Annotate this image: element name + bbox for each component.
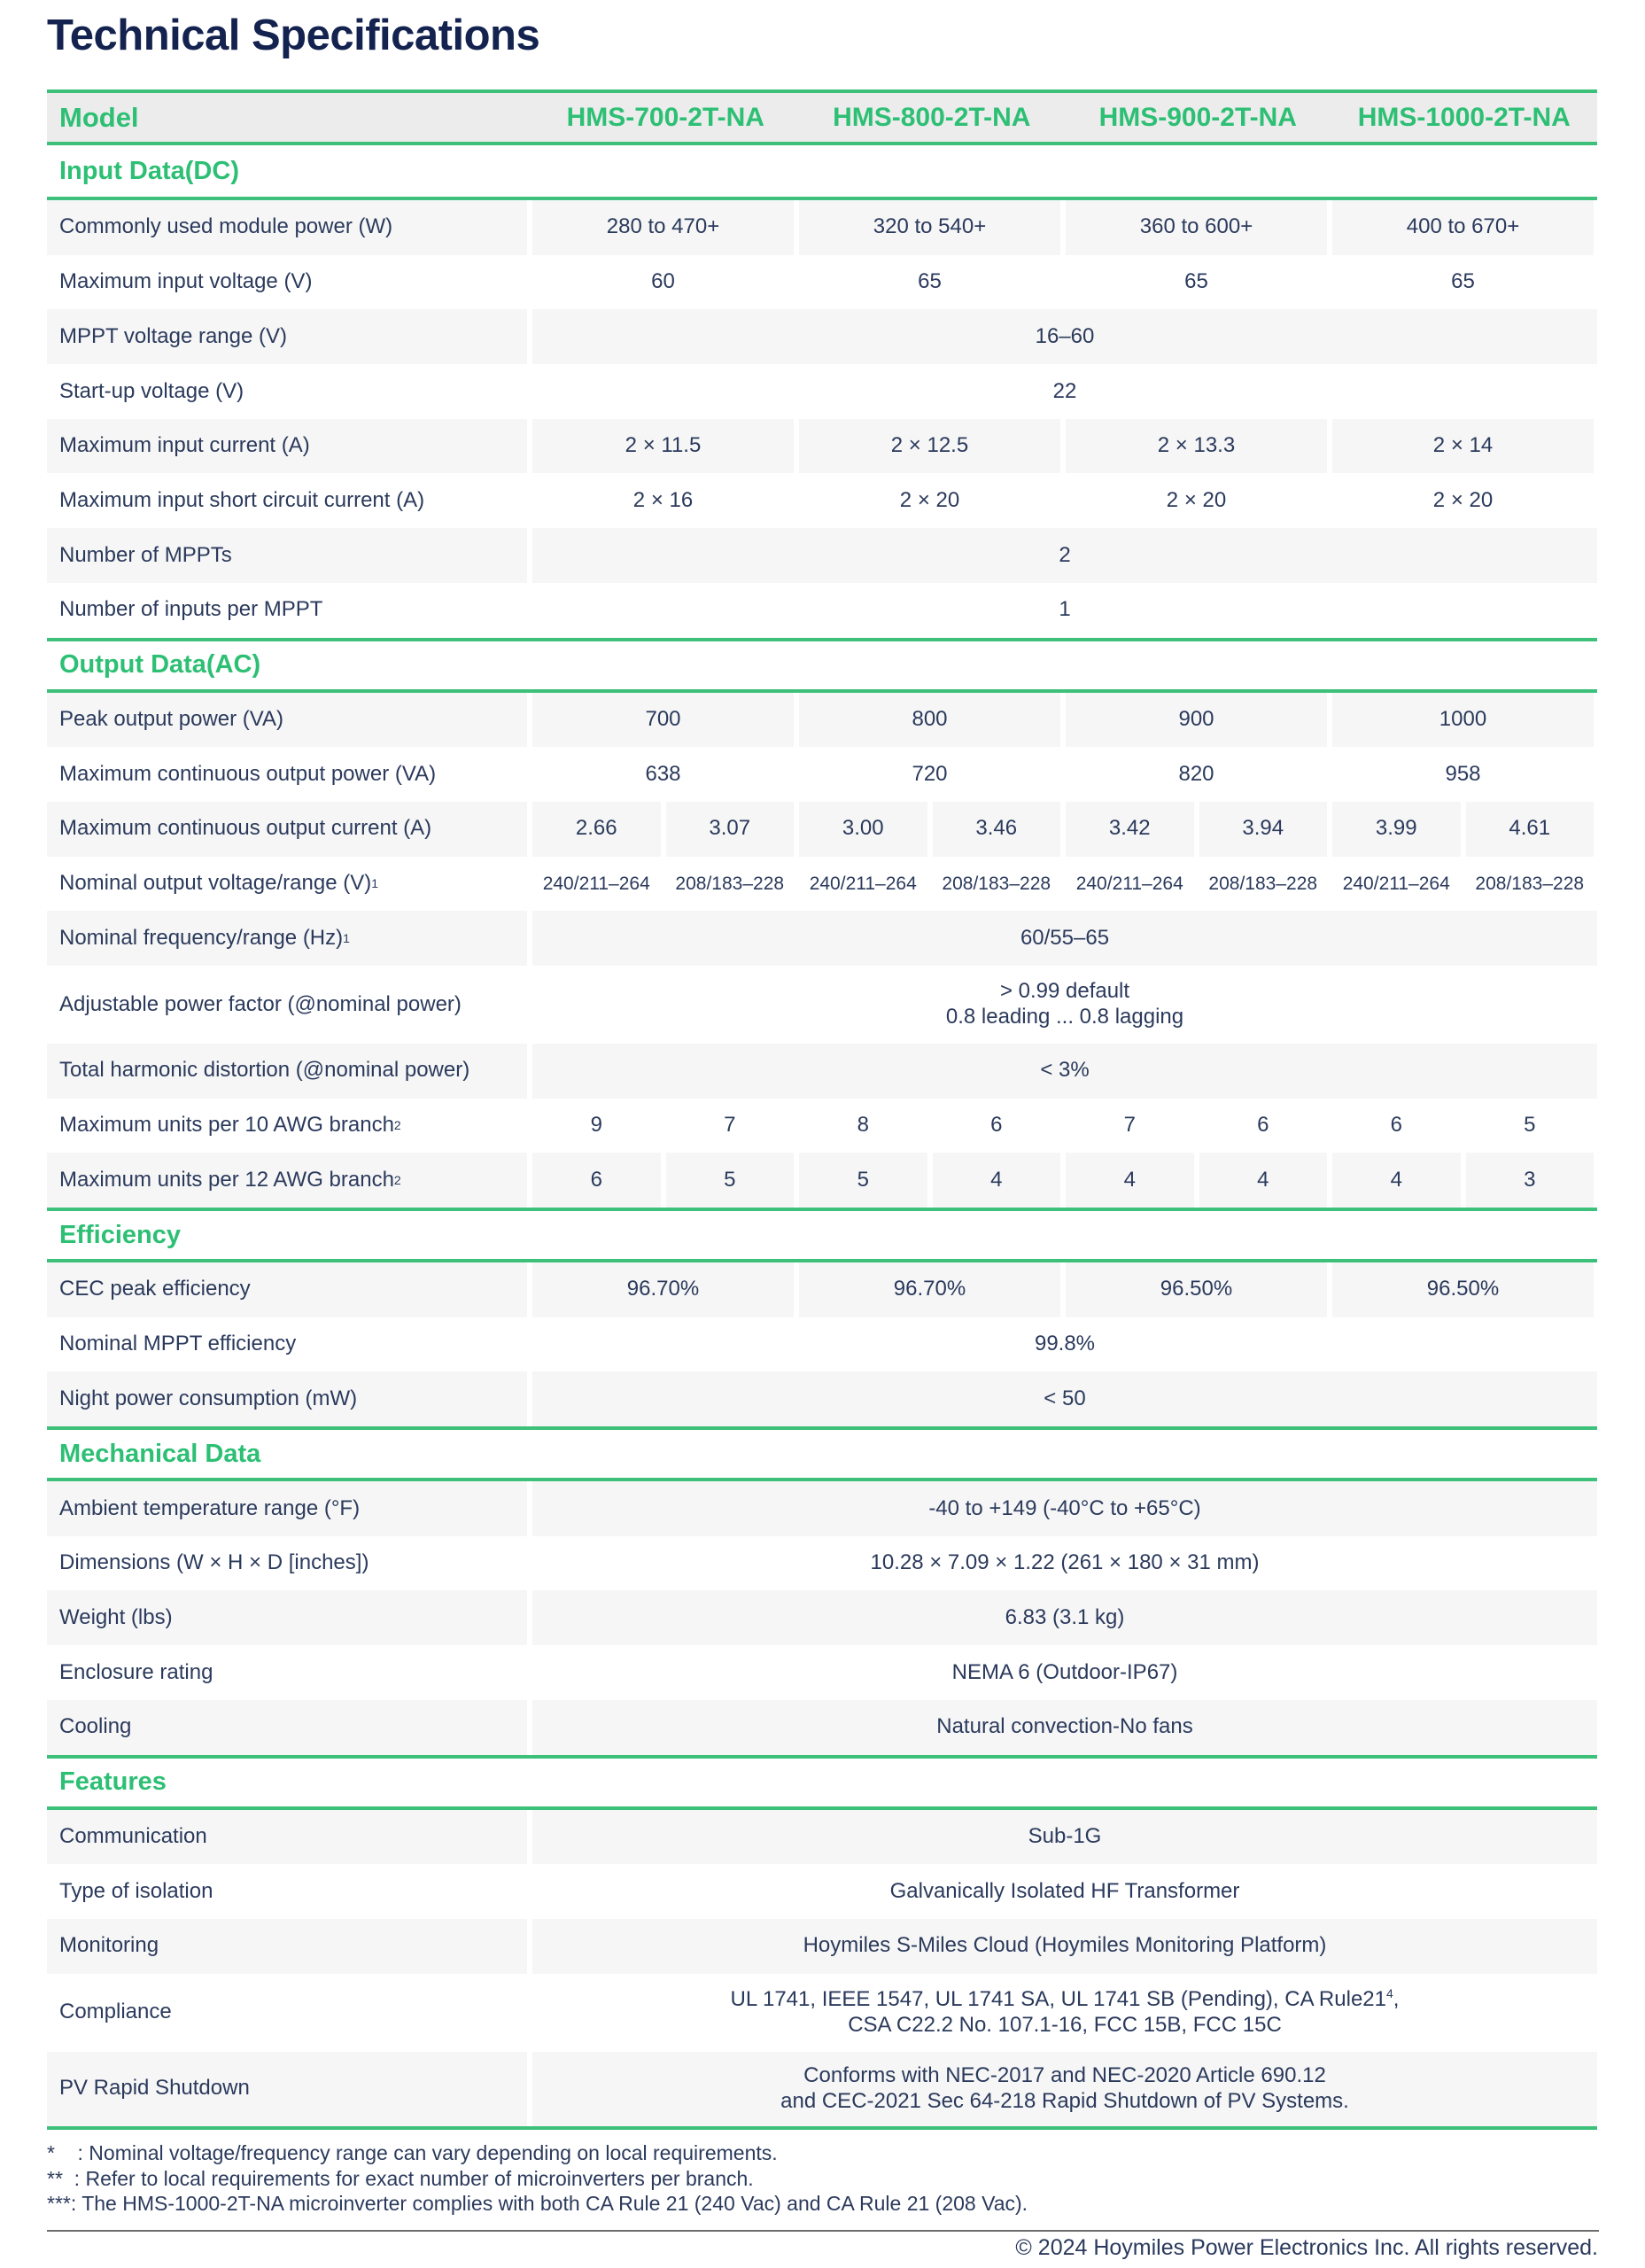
row-value: 240/211–264 (799, 857, 927, 912)
row-label: Maximum units per 12 AWG branch 2 (47, 1153, 527, 1208)
table-row (47, 693, 1597, 748)
row-value: 240/211–264 (532, 857, 661, 912)
model-header-row (47, 89, 1597, 145)
row-value: 3.46 (933, 802, 1061, 857)
row-value: 2 × 11.5 (532, 419, 794, 474)
row-value-line: Conforms with NEC-2017 and NEC-2020 Article 690.12 (803, 2062, 1326, 2087)
row-label-text: Nominal frequency/range (Hz) (59, 925, 344, 950)
row-value: 400 to 670+ (1332, 200, 1594, 255)
table-row (47, 2052, 1597, 2130)
row-value: 958 (1332, 747, 1594, 802)
table-row (47, 419, 1597, 474)
row-value: 208/183–228 (666, 857, 795, 912)
spec-table (47, 89, 1597, 2130)
row-value: 60/55–65 (532, 911, 1597, 966)
row-label: Weight (lbs) (47, 1590, 527, 1645)
row-value: 4.61 (1466, 802, 1595, 857)
row-value: 2 × 12.5 (799, 419, 1060, 474)
row-value-line: and CEC-2021 Sec 64-218 Rapid Shutdown of PV Systems. (780, 2088, 1349, 2113)
row-label: Nominal frequency/range (Hz) 1 (47, 911, 527, 966)
row-value: 638 (532, 747, 794, 802)
row-value: 3.99 (1332, 802, 1461, 857)
page-title: Technical Specifications (47, 12, 540, 59)
row-value: 240/211–264 (1066, 857, 1194, 912)
row-label: Monitoring (47, 1919, 527, 1974)
row-label: Compliance (47, 1974, 527, 2052)
row-value: Galvanically Isolated HF Transformer (532, 1864, 1597, 1919)
row-label: Communication (47, 1810, 527, 1865)
row-label: Commonly used module power (W) (47, 200, 527, 255)
footnote: * : Nominal voltage/frequency range can vary depending on local requirements. (47, 2141, 778, 2164)
row-value: -40 to +149 (-40°C to +65°C) (532, 1481, 1597, 1536)
row-value: 280 to 470+ (532, 200, 794, 255)
row-value: 8 (799, 1099, 927, 1153)
row-label: Number of inputs per MPPT (47, 583, 527, 638)
row-value: 1000 (1332, 693, 1594, 748)
table-row (47, 1864, 1597, 1919)
row-label: Night power consumption (mW) (47, 1371, 527, 1426)
row-label: Adjustable power factor (@nominal power) (47, 966, 527, 1044)
row-value: 6 (532, 1153, 661, 1208)
row-value: 6 (1332, 1099, 1461, 1153)
row-value: 96.70% (532, 1262, 794, 1317)
row-value: 700 (532, 693, 794, 748)
row-value: 7 (1066, 1099, 1194, 1153)
row-value: 4 (1199, 1153, 1328, 1208)
table-row (47, 1590, 1597, 1645)
row-value: 2 × 20 (799, 473, 1060, 528)
row-value: 96.50% (1332, 1262, 1594, 1317)
row-value: 4 (933, 1153, 1061, 1208)
table-row (47, 1536, 1597, 1591)
row-value: 4 (1332, 1153, 1461, 1208)
row-value: 4 (1066, 1153, 1194, 1208)
row-label: Maximum input short circuit current (A) (47, 473, 527, 528)
section-title-mechanical: Mechanical Data (47, 1426, 1597, 1481)
table-row (47, 255, 1597, 310)
row-label: Nominal MPPT efficiency (47, 1317, 527, 1372)
model-column-800: HMS-800-2T-NA (833, 102, 1031, 132)
row-value: 208/183–228 (1199, 857, 1328, 912)
row-label: Number of MPPTs (47, 528, 527, 583)
row-value: 3.42 (1066, 802, 1194, 857)
row-value (532, 2052, 1597, 2126)
footer-divider (47, 2230, 1599, 2232)
table-row (47, 1700, 1597, 1755)
row-value: 3.07 (666, 802, 795, 857)
row-value-line: CSA C22.2 No. 107.1-16, FCC 15B, FCC 15C (848, 2012, 1282, 2037)
table-row (47, 1481, 1597, 1536)
row-value: 6 (1199, 1099, 1328, 1153)
row-value: 10.28 × 7.09 × 1.22 (261 × 180 × 31 mm) (532, 1536, 1597, 1591)
row-value: 60 (532, 255, 794, 310)
row-label: PV Rapid Shutdown (47, 2052, 527, 2126)
row-label: Start-up voltage (V) (47, 364, 527, 419)
row-value: Sub-1G (532, 1810, 1597, 1865)
table-row (47, 857, 1597, 912)
row-value: 240/211–264 (1332, 857, 1461, 912)
row-value: 65 (799, 255, 1060, 310)
table-row (47, 1262, 1597, 1317)
table-row (47, 911, 1597, 966)
section-title-input: Input Data(DC) (47, 145, 1597, 200)
model-column-900: HMS-900-2T-NA (1098, 102, 1297, 132)
row-value-line: 0.8 leading ... 0.8 lagging (945, 1004, 1184, 1029)
row-label: Ambient temperature range (°F) (47, 1481, 527, 1536)
row-value: 6.83 (3.1 kg) (532, 1590, 1597, 1645)
table-row (47, 364, 1597, 419)
row-value: 2 × 14 (1332, 419, 1594, 474)
row-value: 99.8% (532, 1317, 1597, 1372)
row-label: Total harmonic distortion (@nominal power) (47, 1044, 527, 1099)
row-value: NEMA 6 (Outdoor-IP67) (532, 1645, 1597, 1700)
model-label: Model (59, 101, 139, 133)
table-row (47, 1645, 1597, 1700)
row-value: 360 to 600+ (1066, 200, 1327, 255)
row-label: Enclosure rating (47, 1645, 527, 1700)
row-value: 2 × 13.3 (1066, 419, 1327, 474)
row-value: 7 (666, 1099, 795, 1153)
row-value: 5 (1466, 1099, 1595, 1153)
table-row (47, 747, 1597, 802)
row-value: 3.94 (1199, 802, 1328, 857)
row-value-line: > 0.99 default (999, 979, 1130, 1004)
row-value: 96.50% (1066, 1262, 1327, 1317)
section-title-features: Features (47, 1755, 1597, 1810)
table-row (47, 528, 1597, 583)
row-value: 16–60 (532, 309, 1597, 364)
row-value: 800 (799, 693, 1060, 748)
model-column-1000: HMS-1000-2T-NA (1357, 102, 1571, 132)
row-value: 2 × 16 (532, 473, 794, 528)
table-row (47, 802, 1597, 857)
table-row (47, 1317, 1597, 1372)
row-value: 2.66 (532, 802, 661, 857)
row-value: 900 (1066, 693, 1327, 748)
row-value: 9 (532, 1099, 661, 1153)
footnotes (47, 2140, 1028, 2217)
row-value: < 3% (532, 1044, 1597, 1099)
row-value: 5 (666, 1153, 795, 1208)
table-row (47, 1044, 1597, 1099)
row-value: Natural convection-No fans (532, 1700, 1597, 1755)
row-label: Maximum input voltage (V) (47, 255, 527, 310)
row-label: MPPT voltage range (V) (47, 309, 527, 364)
row-value: 5 (799, 1153, 927, 1208)
row-value: 2 (532, 528, 1597, 583)
compliance-tail: , (1393, 1986, 1400, 2011)
table-row (47, 200, 1597, 255)
row-label: CEC peak efficiency (47, 1262, 527, 1317)
row-label: Peak output power (VA) (47, 693, 527, 748)
row-value: 320 to 540+ (799, 200, 1060, 255)
row-value-line (731, 1987, 1400, 2013)
table-row (47, 966, 1597, 1044)
model-column-700: HMS-700-2T-NA (566, 102, 764, 132)
row-value: 720 (799, 747, 1060, 802)
table-row (47, 1974, 1597, 2052)
row-label: Dimensions (W × H × D [inches]) (47, 1536, 527, 1591)
section-title-efficiency: Efficiency (47, 1208, 1597, 1262)
row-label: Maximum continuous output power (VA) (47, 747, 527, 802)
row-label: Maximum continuous output current (A) (47, 802, 527, 857)
row-value: 6 (933, 1099, 1061, 1153)
table-row (47, 1099, 1597, 1153)
row-label-text: Maximum units per 10 AWG branch (59, 1113, 394, 1138)
row-value: 820 (1066, 747, 1327, 802)
row-value (532, 966, 1597, 1044)
row-value: < 50 (532, 1371, 1597, 1426)
compliance-text: UL 1741, IEEE 1547, UL 1741 SA, UL 1741 SB (Pending), CA Rule21 (730, 1986, 1386, 2011)
row-label-text: Maximum units per 12 AWG branch (59, 1167, 394, 1192)
footnote: ** : Refer to local requirements for exact number of microinverters per branch. (47, 2166, 754, 2190)
row-value: 3 (1466, 1153, 1595, 1208)
row-value: Hoymiles S-Miles Cloud (Hoymiles Monitoring Platform) (532, 1919, 1597, 1974)
table-row (47, 583, 1597, 638)
table-row (47, 1153, 1597, 1208)
table-row (47, 1919, 1597, 1974)
row-value: 65 (1332, 255, 1594, 310)
row-label: Maximum input current (A) (47, 419, 527, 474)
row-value: 1 (532, 583, 1597, 638)
row-value: 208/183–228 (1466, 857, 1595, 912)
table-row (47, 1371, 1597, 1426)
row-label: Type of isolation (47, 1864, 527, 1919)
copyright: © 2024 Hoymiles Power Electronics Inc. All rights reserved. (1015, 2235, 1598, 2260)
row-label: Cooling (47, 1700, 527, 1755)
row-label-text: Nominal output voltage/range (V) (59, 871, 372, 895)
table-row (47, 309, 1597, 364)
row-value: 2 × 20 (1332, 473, 1594, 528)
row-label: Maximum units per 10 AWG branch 2 (47, 1099, 527, 1153)
row-value: 96.70% (799, 1262, 1060, 1317)
section-title-output: Output Data(AC) (47, 638, 1597, 693)
row-label: Nominal output voltage/range (V) 1 (47, 857, 527, 912)
row-value: 3.00 (799, 802, 927, 857)
footnote: ***: The HMS-1000-2T-NA microinverter complies with both CA Rule 21 (240 Vac) and CA Rule 21 (208 Vac). (47, 2192, 1028, 2215)
row-value: 22 (532, 364, 1597, 419)
table-row (47, 473, 1597, 528)
row-value: 65 (1066, 255, 1327, 310)
row-value: 2 × 20 (1066, 473, 1327, 528)
footnote-marker: 4 (1386, 1985, 1393, 2000)
row-value: 208/183–228 (933, 857, 1061, 912)
row-value (532, 1974, 1597, 2052)
table-row (47, 1810, 1597, 1865)
